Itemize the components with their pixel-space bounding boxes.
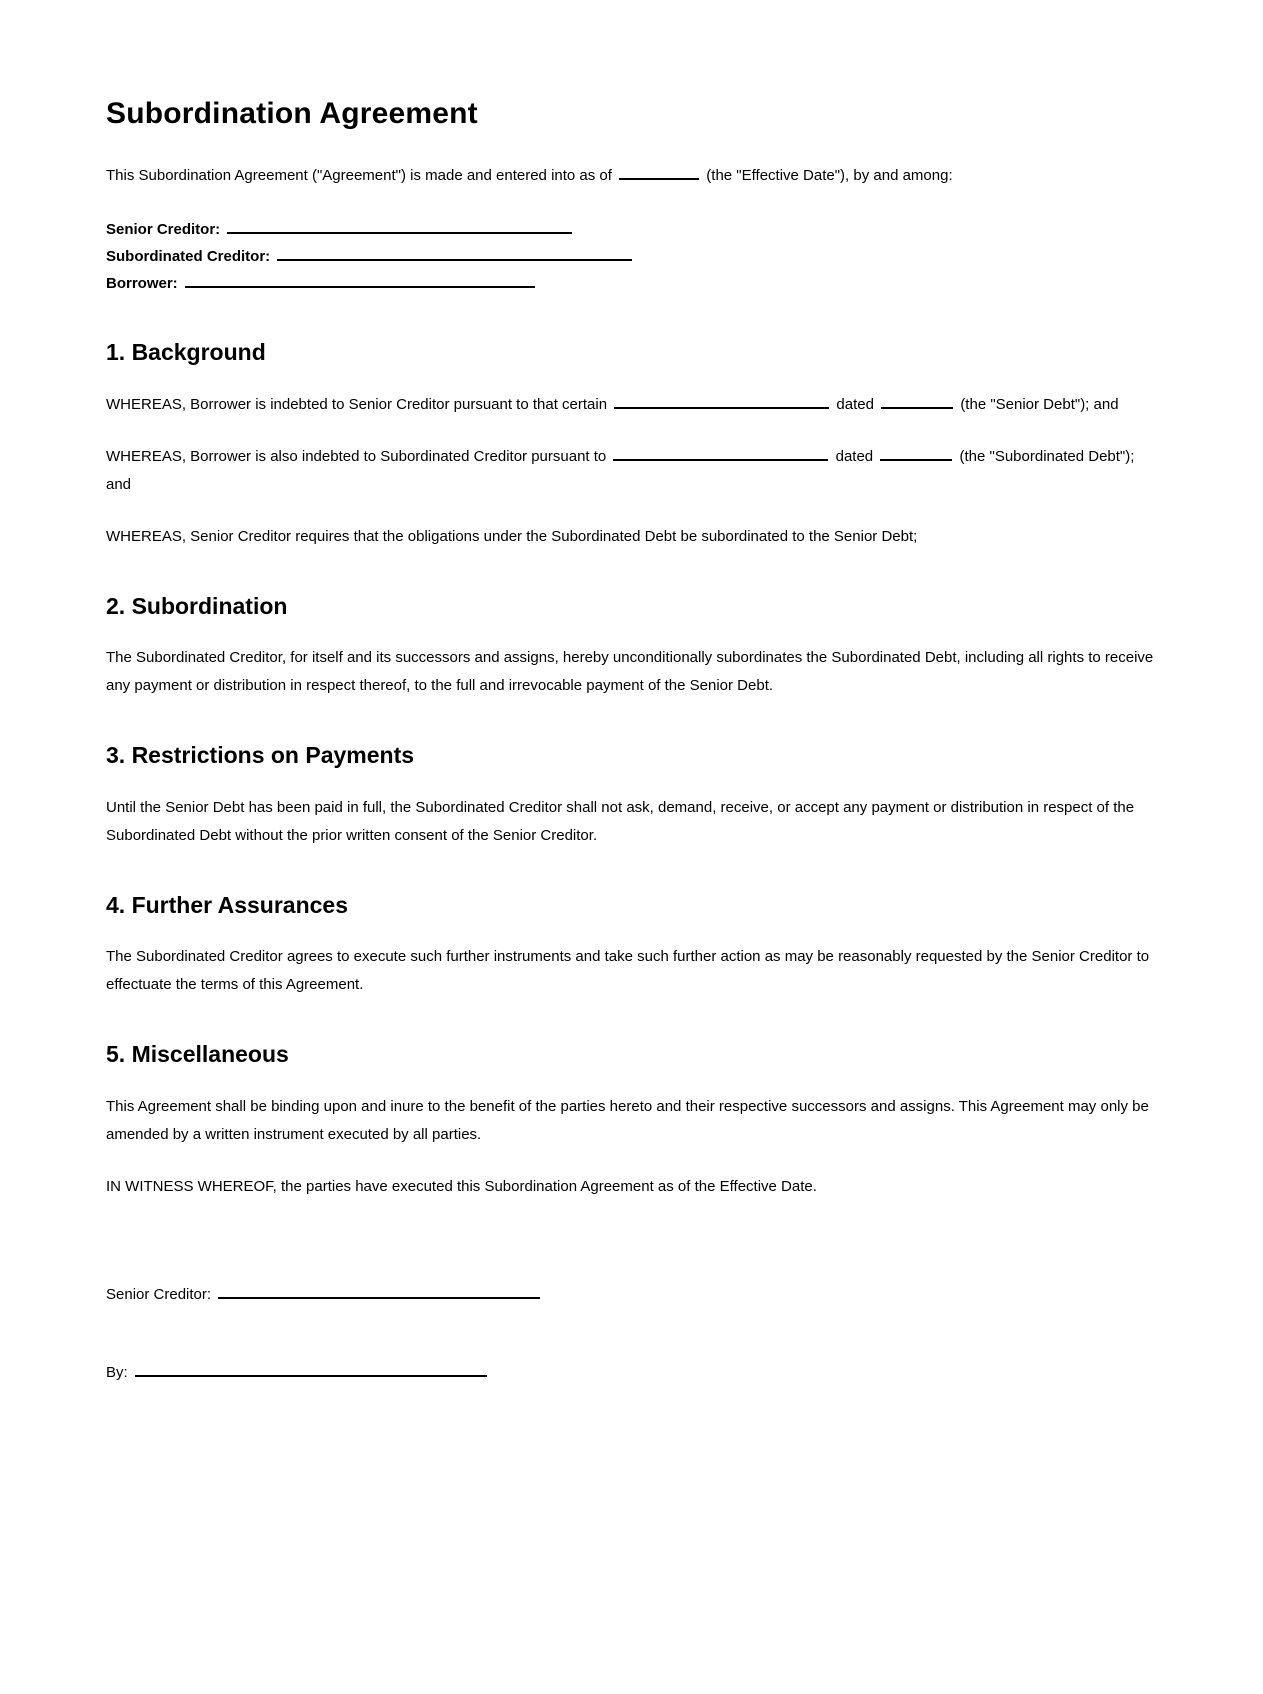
whereas-1-text-1: WHEREAS, Borrower is indebted to Senior Creditor pursuant to that certain <box>106 395 608 413</box>
subordinated-creditor-blank <box>277 248 632 261</box>
party-line-senior-creditor <box>106 216 1157 243</box>
signature-by-label: By: <box>106 1363 128 1381</box>
whereas-2-text-2: (the "Subordinated Debt"); and <box>106 447 1135 493</box>
party-line-subordinated-creditor <box>106 243 1157 270</box>
whereas-2-text-1: WHEREAS, Borrower is also indebted to Subordinated Creditor pursuant to <box>106 447 607 465</box>
effective-date-blank <box>619 167 699 180</box>
section-heading-background: 1. Background <box>106 339 266 365</box>
section-heading-restrictions-on-payments: 3. Restrictions on Payments <box>106 742 415 769</box>
section-heading-miscellaneous: 5. Miscellaneous <box>106 1041 289 1068</box>
signature-line-senior-creditor <box>106 1281 1157 1309</box>
further-assurances-paragraph: The Subordinated Creditor agrees to execute such further instruments and take such further action as may be reasonably requested by the Senior Creditor to effectuate the terms of this Agreement. <box>106 948 1150 994</box>
subordinated-debt-instrument-blank <box>613 448 828 461</box>
subordinated-debt-date-blank <box>880 448 952 461</box>
borrower-label: Borrower: <box>106 275 178 292</box>
intro-text-after-blank: (the "Effective Date"), by and among: <box>706 167 953 184</box>
signature-senior-creditor-blank <box>218 1286 540 1299</box>
signature-block <box>106 1281 1157 1387</box>
section-heading-subordination: 2. Subordination <box>106 592 288 619</box>
whereas-clause-3: WHEREAS, Senior Creditor requires that the obligations under the Subordinated Debt be subordinated to the Senior Debt; <box>106 527 918 545</box>
senior-debt-date-blank <box>881 396 953 409</box>
senior-creditor-blank <box>227 221 572 234</box>
section-heading-further-assurances: 4. Further Assurances <box>106 891 349 918</box>
intro-paragraph <box>106 162 1157 190</box>
whereas-1-text-2: (the "Senior Debt"); and <box>960 395 1119 413</box>
miscellaneous-paragraph: This Agreement shall be binding upon and inure to the benefit of the parties hereto and their respective successors and assigns. This Agreement may only be amended by a written instrument executed by all parties. <box>106 1097 1149 1143</box>
witness-clause: IN WITNESS WHEREOF, the parties have executed this Subordination Agreement as of the Effective Date. <box>106 1177 817 1195</box>
page-title: Subordination Agreement <box>106 97 478 130</box>
party-line-borrower <box>106 270 1157 297</box>
whereas-2-dated-word: dated <box>835 447 874 465</box>
subordinated-creditor-label: Subordinated Creditor: <box>106 248 271 265</box>
parties-block <box>106 216 1157 297</box>
subordination-paragraph: The Subordinated Creditor, for itself and its successors and assigns, hereby unconditionally subordinates the Subordinated Debt, including all rights to receive any payment or distribution in respect thereof, to the full and irrevocable payment of the Senior Debt. <box>106 649 1154 695</box>
senior-creditor-label: Senior Creditor: <box>106 221 221 238</box>
whereas-1-dated-word: dated <box>836 395 874 413</box>
borrower-blank <box>185 275 535 288</box>
signature-line-by <box>106 1359 1157 1387</box>
whereas-clause-2 <box>106 443 1157 499</box>
restrictions-on-payments-paragraph: Until the Senior Debt has been paid in full, the Subordinated Creditor shall not ask, demand, receive, or accept any payment or distribution in respect of the Subordinated Debt without the prior written consent of the Senior Creditor. <box>106 798 1135 844</box>
signature-senior-creditor-label: Senior Creditor: <box>106 1285 212 1303</box>
signature-by-blank <box>135 1364 487 1377</box>
whereas-clause-1 <box>106 391 1157 419</box>
intro-text-before-blank: This Subordination Agreement ("Agreement") is made and entered into as of <box>106 167 612 184</box>
senior-debt-instrument-blank <box>614 396 829 409</box>
